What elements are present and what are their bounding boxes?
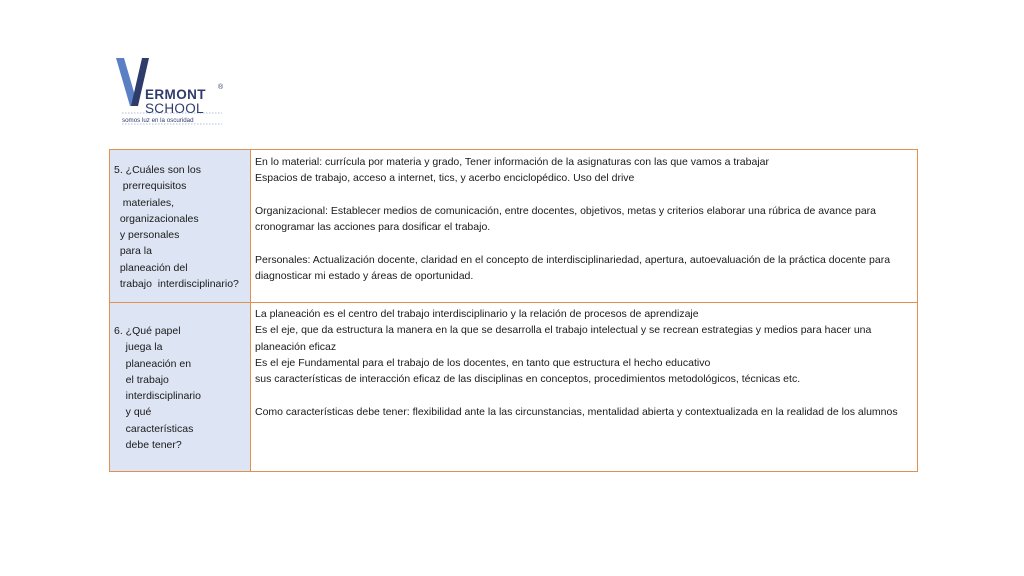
answer-line: Organizacional: Establecer medios de comunicación, entre docentes, objetivos, metas y criterios elaborar una rúbrica de avance para cronogramar las acciones para dosificar el trabajo. xyxy=(255,204,876,234)
answer-line: La planeación es el centro del trabajo interdisciplinario y la relación de procesos de aprendizaje xyxy=(255,308,699,320)
answer-cell xyxy=(251,150,918,303)
question-cell xyxy=(110,150,251,303)
answer-line: En lo material: currícula por materia y grado, Tener información de la asignaturas con las que vamos a trabajar xyxy=(255,156,769,168)
answer-line: Es el eje Fundamental para el trabajo de los docentes, en tanto que estructura el hecho educativo xyxy=(255,356,711,369)
question-line: prerrequisitos xyxy=(114,180,187,193)
question-line: trabajo interdisciplinario? xyxy=(114,278,239,291)
paragraph-gap xyxy=(255,235,911,251)
paragraph-gap xyxy=(255,387,911,403)
question-cell xyxy=(110,303,251,472)
question-line: para la xyxy=(114,245,152,258)
question-line: el trabajo xyxy=(114,373,169,386)
question-line: debe tener? xyxy=(114,439,182,452)
table-row xyxy=(110,150,918,303)
logo-tagline: somos luz en la oscuridad xyxy=(122,117,194,124)
question-line: 6. ¿Qué papel xyxy=(114,325,181,337)
question-line: y qué xyxy=(114,406,152,419)
logo-registered-mark: ® xyxy=(218,84,224,91)
question-line: interdisciplinario xyxy=(114,390,201,403)
answer-line: sus características de interacción eficaz de las disciplinas en conceptos, procedimientos metodológicos, técnicas etc. xyxy=(255,373,801,386)
question-line: planeación en xyxy=(114,357,192,370)
question-line: organizacionales xyxy=(114,212,199,225)
answer-line: Personales: Actualización docente, claridad en el concepto de interdisciplinariedad, apertura, autoevaluación de la práctica docente para diagnosticar mi estado y áreas de oportunidad. xyxy=(255,253,891,283)
answer-line: Como características debe tener: flexibilidad ante la las circunstancias, mentalidad abierta y contextualizada en la realidad de los alumnos xyxy=(255,405,898,418)
answer-line: Es el eje, que da estructura la manera en la que se desarrolla el trabajo intelectual y se recrean estrategias y medios para hacer una planeación eficaz xyxy=(255,324,872,353)
question-line: planeación del xyxy=(114,261,188,274)
answer-line: Espacios de trabajo, acceso a internet, tics, y acerbo enciclopédico. Uso del drive xyxy=(255,172,635,185)
answer-cell xyxy=(251,303,918,472)
logo-brand-line1: ERMONT xyxy=(145,87,206,102)
question-line: y personales xyxy=(114,229,180,242)
qa-table xyxy=(109,149,918,472)
paragraph-gap xyxy=(255,187,911,203)
question-line: 5. ¿Cuáles son los xyxy=(114,164,201,176)
question-line: juega la xyxy=(114,341,163,354)
question-line: características xyxy=(114,422,194,435)
question-line: materiales, xyxy=(114,196,175,209)
school-logo xyxy=(112,54,232,126)
logo-brand-line2: SCHOOL xyxy=(145,101,204,116)
table-row xyxy=(110,303,918,472)
